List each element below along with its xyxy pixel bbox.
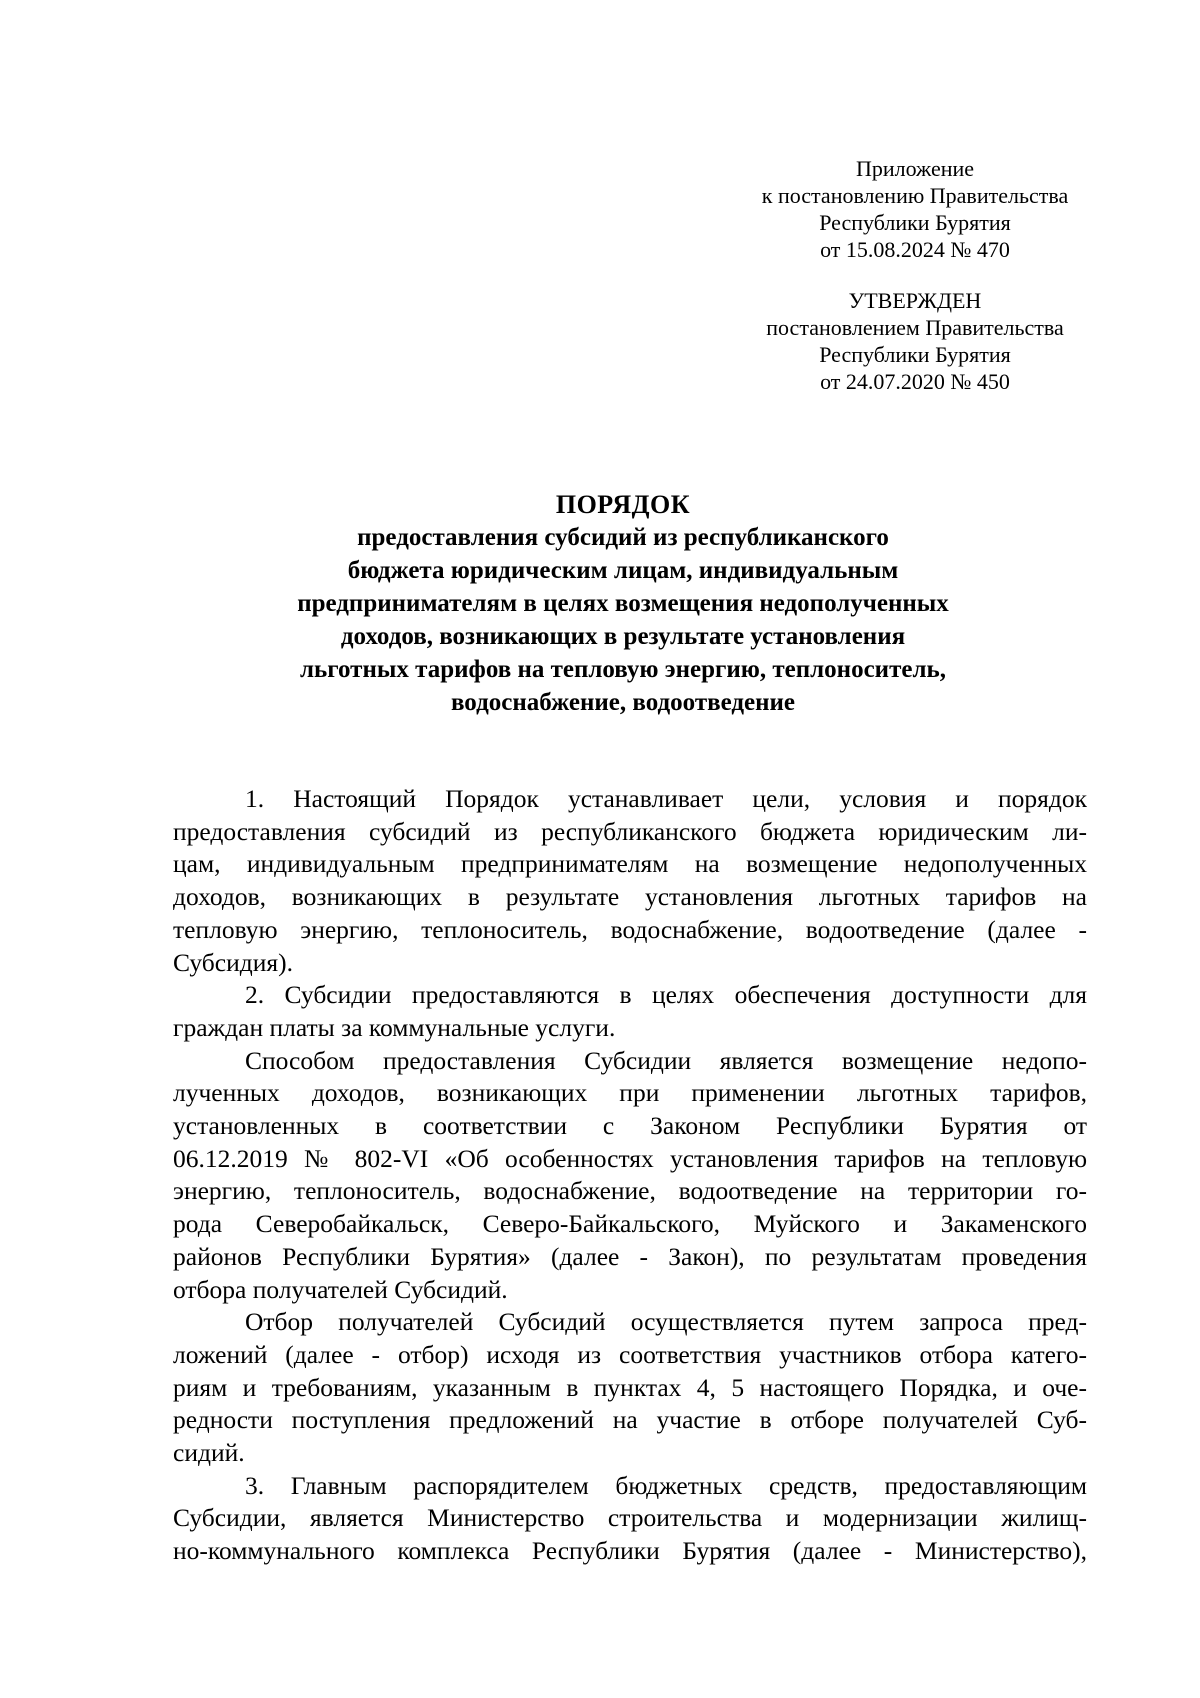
appendix-line: к постановлению Правительства [761, 183, 1069, 208]
document-title [160, 488, 1086, 719]
approved-line: от 24.07.2020 № 450 [820, 369, 1010, 394]
body-line: тепловую энергию, теплоноситель, водоснабжение, водоотведение (далее - [173, 914, 1087, 944]
body-line: Субсидия). [173, 947, 293, 977]
title-line: льготных тарифов на тепловую энергию, теплоноситель, [300, 656, 946, 683]
body-line: установленных в соответствии с Законом Республики Бурятия от [173, 1111, 1087, 1141]
body-line: риям и требованиям, указанным в пунктах 4, 5 настоящего Порядка, и оче- [173, 1372, 1087, 1402]
approved-line: постановлением Правительства [766, 315, 1064, 340]
title-line: бюджета юридическим лицам, индивидуальным [347, 557, 899, 584]
body-line: 06.12.2019 № 802-VI «Об особенностях установления тарифов на тепловую [173, 1143, 1087, 1173]
body-line: но-коммунального комплекса Республики Бурятия (далее - Министерство), [173, 1536, 1087, 1566]
body-line: доходов, возникающих в результате установления льготных тарифов на [173, 882, 1087, 912]
title-line: доходов, возникающих в результате установления [340, 623, 906, 650]
approved-header [735, 287, 1095, 395]
body-line: ложений (далее - отбор) исходя из соответствия участников отбора катего- [173, 1339, 1087, 1369]
appendix-line: от 15.08.2024 № 470 [820, 237, 1010, 262]
appendix-header [735, 155, 1095, 263]
body-line: лученных доходов, возникающих при применении льготных тарифов, [173, 1078, 1087, 1108]
title-line: водоснабжение, водоотведение [450, 689, 796, 716]
approved-line: Республики Бурятия [819, 342, 1011, 367]
title-line: предоставления субсидий из республиканского [357, 524, 889, 551]
body-text [173, 783, 1087, 1568]
body-line: 2. Субсидии предоставляются в целях обеспечения доступности для [245, 980, 1087, 1010]
approved-line: УТВЕРЖДЕН [848, 288, 982, 313]
body-line: граждан платы за коммунальные услуги. [173, 1012, 616, 1042]
body-line: Субсидии, является Министерство строительства и модернизации жилищ- [173, 1503, 1087, 1533]
body-line: энергию, теплоноситель, водоснабжение, водоотведение на территории го- [173, 1176, 1087, 1206]
body-line: предоставления субсидий из республиканского бюджета юридическим ли- [173, 816, 1087, 846]
body-line: Способом предоставления Субсидии является возмещение недопо- [245, 1045, 1087, 1075]
body-line: рода Северобайкальск, Северо-Байкальского, Муйского и Закаменского [173, 1209, 1087, 1239]
body-line: редности поступления предложений на участие в отборе получателей Суб- [173, 1405, 1087, 1435]
body-line: сидий. [173, 1438, 245, 1468]
body-line: 1. Настоящий Порядок устанавливает цели, условия и порядок [245, 784, 1087, 813]
appendix-line: Приложение [855, 156, 975, 181]
body-line: цам, индивидуальным предпринимателям на возмещение недополученных [173, 849, 1087, 879]
body-line: 3. Главным распорядителем бюджетных средств, предоставляющим [245, 1470, 1087, 1500]
body-line: отбора получателей Субсидий. [173, 1274, 508, 1304]
title-main: ПОРЯДОК [555, 490, 691, 519]
body-line: районов Республики Бурятия» (далее - Закон), по результатам проведения [173, 1241, 1087, 1271]
title-line: предпринимателям в целях возмещения недополученных [297, 590, 949, 617]
body-line: Отбор получателей Субсидий осуществляется путем запроса пред- [245, 1307, 1087, 1337]
appendix-line: Республики Бурятия [819, 210, 1011, 235]
